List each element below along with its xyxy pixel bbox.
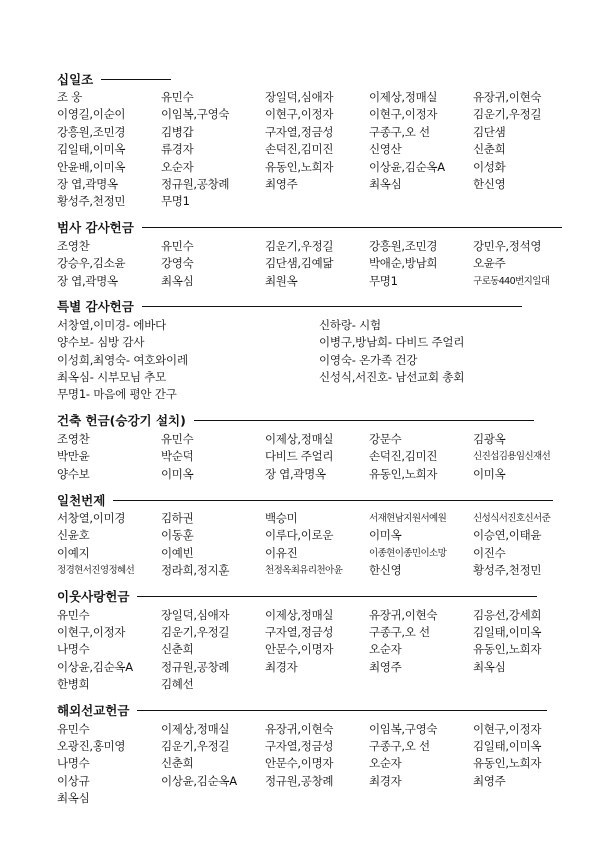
thanks-entry: 이병구,방남희- 다비드 주얼리 — [319, 335, 465, 350]
thanks-entry: 무명1- 마음에 평안 간구 — [57, 387, 177, 402]
donor-name: 구로동440번지일대 — [473, 275, 550, 287]
donor-name — [369, 676, 473, 693]
section-divider — [137, 710, 547, 711]
donor-name: 유민수 — [161, 431, 194, 446]
donor-name: 이제상,정매실 — [265, 431, 334, 446]
donor-name: 오윤주 — [473, 256, 506, 271]
donor-name: 손덕진,김미진 — [265, 142, 334, 157]
thanks-entry — [319, 386, 569, 403]
donor-name: 유장귀,이현숙 — [473, 90, 542, 104]
donor-name: 백승미 — [265, 511, 298, 526]
donor-name: 오순자 — [369, 642, 402, 657]
donor-name: 구자열,정금성 — [265, 624, 334, 639]
donor-name: 서창열,이미경 — [57, 511, 126, 526]
donor-name: 박순덕 — [161, 449, 194, 464]
donor-name: 최옥심 — [369, 176, 402, 191]
donor-name: 안윤배,이미옥 — [57, 159, 126, 174]
donor-name: 이동훈 — [161, 528, 194, 543]
donor-name: 구자열,정금성 — [265, 124, 334, 139]
donor-name: 김운기,우정길 — [265, 238, 334, 253]
donor-name: 정라희,정지훈 — [161, 563, 230, 578]
donor-name: 이성화 — [473, 159, 506, 174]
donor-name: 서재현남지원서예원 — [369, 513, 447, 525]
thanks-entry: 최옥심- 시부모님 추모 — [57, 370, 167, 385]
donor-name: 다비드 주얼리 — [265, 449, 334, 464]
donor-name: 김운기,우정길 — [161, 738, 230, 753]
donor-name — [473, 676, 569, 693]
donor-name: 강흥원,조민경 — [369, 238, 438, 253]
donor-name: 신윤호 — [57, 528, 90, 543]
donor-name: 양수보 — [57, 466, 90, 481]
donor-name: 유동인,노희자 — [265, 159, 334, 174]
donor-name: 구종구,오 선 — [369, 624, 430, 639]
donor-name: 김운기,우정길 — [161, 624, 230, 639]
offering-section — [57, 700, 569, 808]
donor-name: 최옥심 — [57, 791, 90, 806]
donor-name: 김운기,우정길 — [473, 107, 542, 122]
section-title: 범사 감사헌금 — [57, 220, 134, 236]
donor-name — [473, 790, 569, 807]
donor-name: 안문수,이명자 — [265, 642, 334, 657]
donor-name: 김병갑 — [161, 124, 194, 139]
donor-name: 김단샘 — [473, 124, 506, 139]
donor-name: 이예빈 — [161, 545, 194, 560]
donor-name: 오순자 — [369, 756, 402, 771]
donor-name: 무명1 — [369, 273, 398, 288]
donor-name: 한신영 — [473, 176, 506, 191]
donor-grid — [57, 607, 569, 694]
section-divider — [142, 306, 522, 307]
donor-name: 장 엽,곽명옥 — [57, 176, 118, 191]
donor-name: 장일덕,심애자 — [265, 90, 334, 104]
donor-name: 오광진,홍미영 — [57, 738, 126, 753]
donor-name: 이임복,구영숙 — [369, 721, 438, 736]
thanks-entry: 서창열,이미경- 에바다 — [57, 317, 167, 332]
section-title: 일천번제 — [57, 492, 106, 508]
donor-name: 유민수 — [161, 90, 194, 104]
offering-section — [57, 410, 569, 483]
donor-name: 김단샘,김예닮 — [265, 256, 334, 271]
donor-name: 구종구,오 선 — [369, 124, 430, 139]
offering-section — [57, 489, 569, 580]
donor-name: 오순자 — [161, 159, 194, 174]
offering-section — [57, 586, 569, 694]
donor-grid — [57, 431, 569, 483]
donor-name: 조영찬 — [57, 431, 90, 446]
offering-list-document — [57, 68, 569, 814]
donor-name: 정규원,공창례 — [265, 773, 334, 788]
donor-name: 조 웅 — [57, 90, 82, 104]
donor-name — [161, 790, 265, 807]
section-header — [57, 489, 569, 510]
donor-name: 신영산 — [369, 142, 402, 157]
donor-name: 최영주 — [265, 176, 298, 191]
section-title: 건축 헌금(승강기 설치) — [57, 413, 186, 429]
donor-name: 나명수 — [57, 642, 90, 657]
donor-name — [369, 790, 473, 807]
section-divider — [101, 79, 171, 80]
section-header — [57, 410, 569, 431]
donor-name: 천정옥최유리천아윤 — [265, 565, 343, 577]
donor-name: 유장귀,이현숙 — [265, 721, 334, 736]
section-header — [57, 586, 569, 607]
section-header — [57, 296, 569, 317]
donor-name: 김일태,이미옥 — [473, 624, 542, 639]
donor-name: 이제상,정매실 — [161, 721, 230, 736]
donor-name: 이현구,이정자 — [473, 721, 542, 736]
donor-name: 구종구,오 선 — [369, 738, 430, 753]
donor-name: 이임복,구영숙 — [161, 107, 230, 122]
donor-name: 이유진 — [265, 545, 298, 560]
donor-name: 김혜선 — [161, 677, 194, 692]
donor-name: 이미옥 — [369, 528, 402, 543]
donor-name: 유민수 — [57, 721, 90, 736]
offering-section — [57, 217, 569, 290]
donor-name: 이영길,이순이 — [57, 107, 126, 122]
section-header — [57, 68, 569, 89]
donor-name: 최영주 — [473, 773, 506, 788]
donor-grid — [57, 238, 569, 290]
section-title: 해외선교헌금 — [57, 703, 130, 719]
donor-name: 김하권 — [161, 511, 194, 526]
donor-name: 안문수,이명자 — [265, 756, 334, 771]
thanks-entry: 양수보- 심방 감사 — [57, 335, 145, 350]
donor-name: 김광옥 — [473, 431, 506, 446]
donor-name: 이미옥 — [161, 466, 194, 481]
section-title: 십일조 — [57, 71, 94, 87]
donor-name: 이현구,이정자 — [369, 107, 438, 122]
donor-name: 신춘희 — [473, 142, 506, 157]
section-divider — [113, 500, 553, 501]
donor-name: 이현구,이정자 — [265, 107, 334, 122]
thanks-entry: 신성식,서진호- 남선교회 총회 — [319, 370, 465, 385]
donor-name: 박애순,방남희 — [369, 256, 438, 271]
donor-name: 강문수 — [369, 431, 402, 446]
donor-name: 구자열,정금성 — [265, 738, 334, 753]
donor-name: 이예지 — [57, 545, 90, 560]
donor-name — [369, 193, 473, 210]
section-divider — [142, 227, 562, 228]
donor-name: 강영숙 — [161, 256, 194, 271]
donor-name: 최원옥 — [265, 273, 298, 288]
donor-name: 손덕진,김미진 — [369, 449, 438, 464]
thanks-entry: 신하랑- 시험 — [319, 317, 381, 332]
donor-name: 박만윤 — [57, 449, 90, 464]
donor-name: 김일태,이미옥 — [57, 142, 126, 157]
donor-name: 황성주,천정민 — [57, 194, 126, 209]
donor-grid — [57, 721, 569, 808]
donor-name: 최옥심 — [473, 659, 506, 674]
donor-name: 조영찬 — [57, 238, 90, 253]
section-header — [57, 217, 569, 238]
donor-grid — [57, 89, 569, 211]
donor-name: 이제상,정매실 — [265, 607, 334, 622]
donor-name: 무명1 — [161, 194, 190, 209]
donor-name: 유민수 — [57, 607, 90, 622]
donor-name: 이진수 — [473, 545, 506, 560]
section-divider — [137, 596, 537, 597]
donor-name: 정경현서진영정혜선 — [57, 565, 135, 577]
donor-name — [265, 790, 369, 807]
donor-name — [265, 193, 369, 210]
donor-name: 최경자 — [265, 659, 298, 674]
donor-name: 정규원,공창례 — [161, 659, 230, 674]
donor-name — [473, 193, 569, 210]
donor-name: 유동인,노희자 — [473, 756, 542, 771]
donor-name: 류경자 — [161, 142, 194, 157]
donor-name: 유동인,노희자 — [473, 642, 542, 657]
section-title: 특별 감사헌금 — [57, 299, 134, 315]
donor-name: 이종현이종민이소망 — [369, 547, 447, 559]
donor-name: 강민우,정석영 — [473, 238, 542, 253]
donor-name: 이상윤,김순옥A — [369, 159, 445, 174]
donor-name: 장일덕,심애자 — [161, 607, 230, 622]
donor-name: 이상윤,김순옥A — [57, 659, 133, 674]
donor-grid — [57, 317, 569, 404]
donor-name: 유민수 — [161, 238, 194, 253]
section-header — [57, 700, 569, 721]
donor-name: 이현구,이정자 — [57, 624, 126, 639]
donor-name: 유동인,노희자 — [369, 466, 438, 481]
donor-name — [265, 676, 369, 693]
donor-name: 김일태,이미옥 — [473, 738, 542, 753]
donor-name: 이루다,이로운 — [265, 528, 334, 543]
donor-name: 최영주 — [369, 659, 402, 674]
donor-name: 이승연,이태윤 — [473, 528, 542, 543]
donor-name: 한신영 — [369, 563, 402, 578]
donor-name: 신진섭김용임신재선 — [473, 451, 551, 463]
section-divider — [194, 420, 534, 421]
donor-name: 정규원,공창례 — [161, 176, 230, 191]
donor-name: 유장귀,이현숙 — [369, 607, 438, 622]
donor-name: 이상규 — [57, 773, 90, 788]
donor-name: 최경자 — [369, 773, 402, 788]
offering-section — [57, 296, 569, 404]
thanks-entry: 이성희,최영숙- 여호와이레 — [57, 352, 188, 367]
donor-name: 황성주,천정민 — [473, 563, 542, 578]
donor-name: 강흥원,조민경 — [57, 124, 126, 139]
donor-name: 최옥심 — [161, 273, 194, 288]
donor-name: 이제상,정매실 — [369, 90, 438, 104]
donor-name: 이미옥 — [473, 466, 506, 481]
offering-section — [57, 68, 569, 211]
donor-name: 장 엽,곽명옥 — [265, 466, 326, 481]
donor-name: 강승우,김소윤 — [57, 256, 126, 271]
section-title: 이웃사랑헌금 — [57, 589, 130, 605]
donor-grid — [57, 510, 569, 580]
donor-name: 김응선,강세희 — [473, 607, 542, 622]
donor-name: 나명수 — [57, 756, 90, 771]
donor-name: 이상윤,김순옥A — [161, 773, 237, 788]
donor-name: 신춘희 — [161, 642, 194, 657]
donor-name: 신춘희 — [161, 756, 194, 771]
donor-name: 한병희 — [57, 677, 90, 692]
thanks-entry: 이영숙- 온가족 건강 — [319, 352, 418, 367]
donor-name: 장 엽,곽명옥 — [57, 273, 118, 288]
donor-name: 신성식서진호신서준 — [473, 513, 551, 525]
